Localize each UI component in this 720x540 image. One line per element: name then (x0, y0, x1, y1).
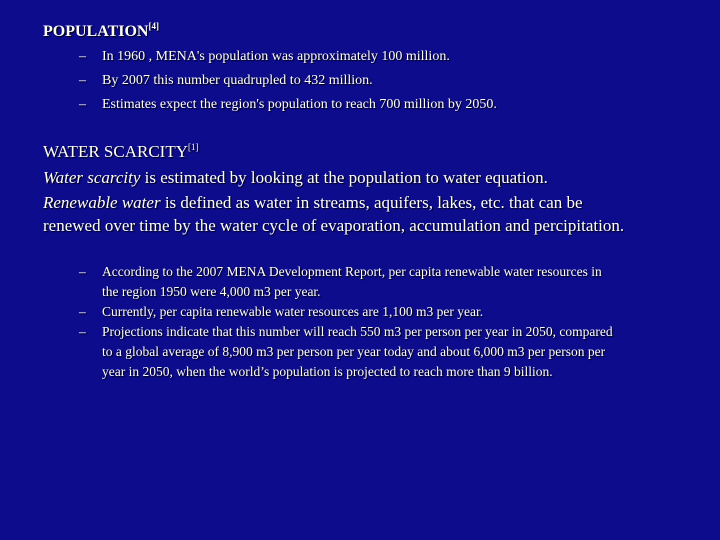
bullet-dash: – (79, 73, 86, 88)
population-bullet-text: In 1960 , MENA's population was approximately 100 million. (102, 49, 450, 64)
bullet-dash: – (79, 49, 86, 64)
population-bullet (79, 71, 497, 91)
water-bullet-text: Currently, per capita renewable water resources are 1,100 m3 per year. (102, 304, 484, 319)
water-bullet (79, 322, 619, 382)
water-scarcity-term: Water scarcity (43, 168, 141, 187)
population-heading (43, 22, 159, 42)
water-bullet (79, 262, 619, 302)
water-bullet (79, 302, 619, 322)
population-reference: [4] (148, 21, 159, 31)
renewable-water-paragraph (43, 191, 633, 237)
water-bullet-text: Projections indicate that this number will reach 550 m3 per person per year in 2050, compared to a global average of 8,900 m3 per person per year today and about 6,000 m3 per person per year in 2050, when the world’s population is projected to reach more than 9 billion. (102, 324, 613, 379)
bullet-dash: – (79, 324, 86, 339)
bullet-dash: – (79, 304, 86, 319)
population-bullet-text: Estimates expect the region's population to reach 700 million by 2050. (102, 97, 497, 112)
population-bullet-text: By 2007 this number quadrupled to 432 million. (102, 73, 373, 88)
water-scarcity-text: is estimated by looking at the population to water equation. (140, 168, 548, 187)
bullet-dash: – (79, 264, 86, 279)
population-bullet (79, 47, 497, 67)
renewable-water-term: Renewable water (43, 193, 161, 212)
water-bullet-text: According to the 2007 MENA Development Report, per capita renewable water resources in the region 1950 were 4,000 m3 per year. (102, 264, 602, 299)
population-bullet-list (79, 47, 497, 119)
water-scarcity-paragraph (43, 166, 643, 189)
bullet-dash: – (79, 97, 86, 112)
water-bullet-list (79, 262, 619, 382)
water-heading-text: WATER SCARCITY (43, 142, 188, 161)
water-reference: [1] (187, 142, 199, 152)
renewable-water-text: is defined as water in streams, aquifers, lakes, etc. that can be renewed over time by the water cycle of evaporation, accumulation and percipitation. (43, 193, 625, 235)
water-scarcity-heading (43, 142, 198, 162)
population-bullet (79, 95, 497, 115)
population-heading-text: POPULATION (43, 23, 149, 40)
